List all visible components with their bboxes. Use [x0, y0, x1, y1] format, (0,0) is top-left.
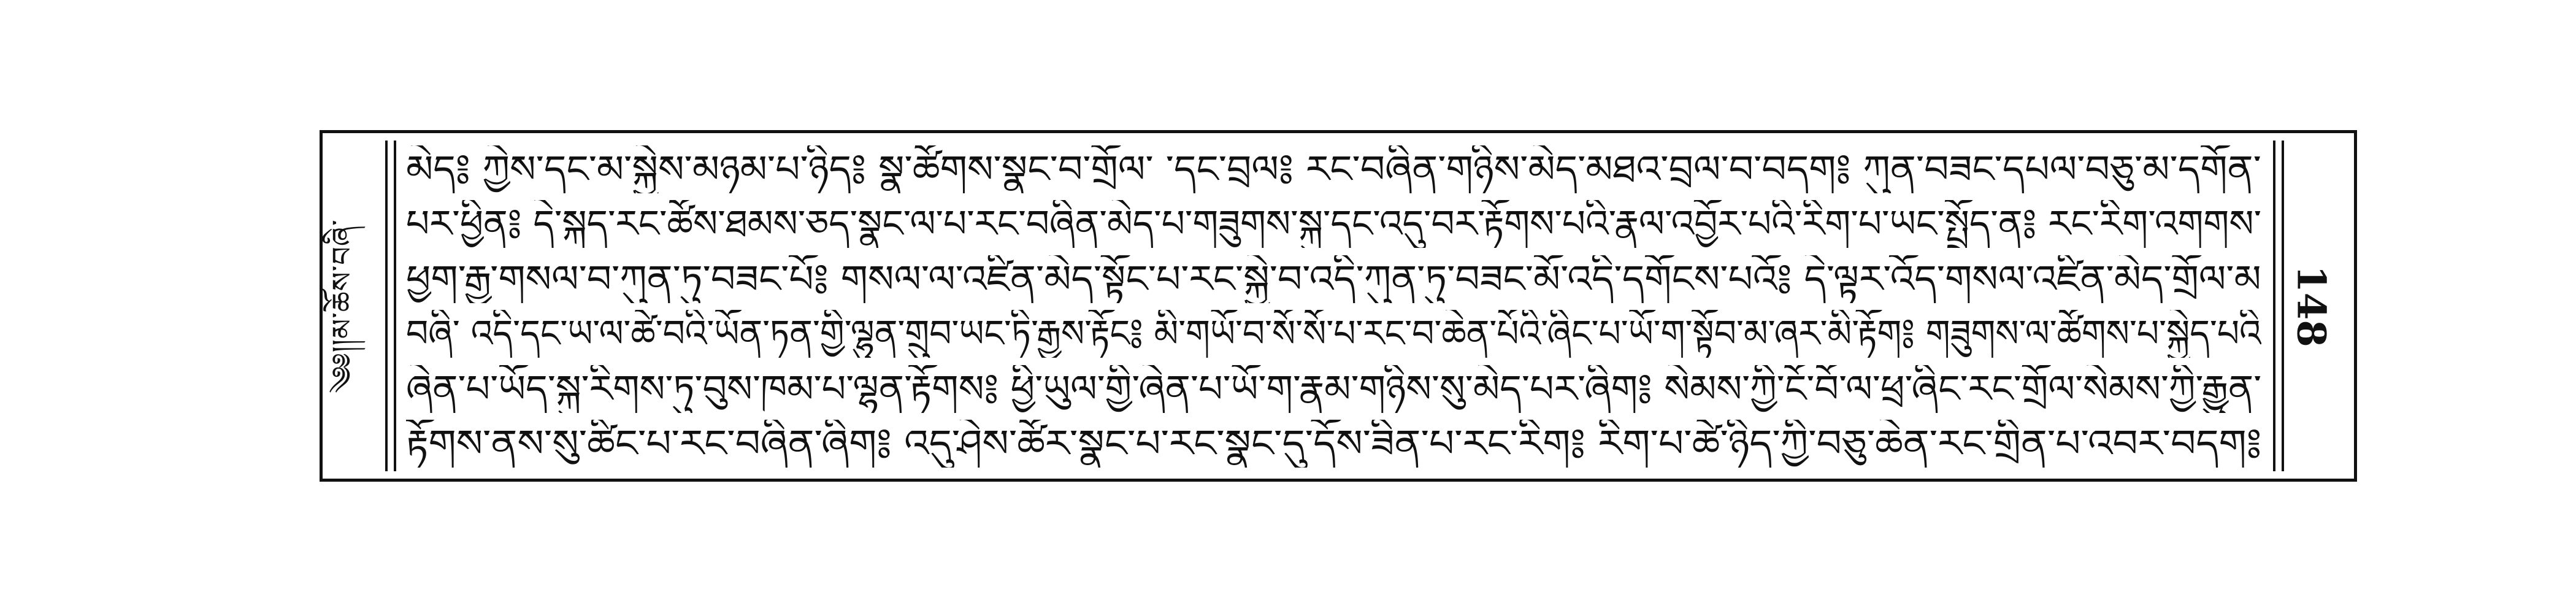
text-line-3: ཕྱག་རྒྱ་གསལ་བ་ཀུན་ཏུ་བཟང་པོ༔ གསལ་ལ་འཛིན་མེད་སྟོང་པ་རང་སྐྱེ་བ་འདི་ཀུན་ཏུ་བཟང་མོ་འདི་དགོངས་པའོ༔ དེ་ལྟར་འོད་གསལ་འཛིན་མེད་གྲོལ་མ — [406, 256, 2261, 301]
folio-frame — [320, 130, 2357, 482]
text-line-6: རྟོགས་ནས་སུ་ཚིང་པ་རང་བཞིན་ཞིག༔ འདུ་ཤེས་ཚོར་སྣང་པ་རང་སྣང་དུ་དོས་ཟིན་པ་རང་རིག༔ རིག་པ་ཚེ་ཉིད་ཀྱི་བཅུ་ཆེན་རང་གྲིན་པ་འབར་བདག༔ — [406, 420, 2261, 466]
folio-number: 148 — [2288, 264, 2334, 347]
left-margin-box — [325, 141, 396, 471]
text-line-4: བཞི་ འདི་དང་ཡ་ལ་ཚེ་བའི་ཡོན་ཏན་གྱི་ལྷུན་གྲུབ་ཡང་ཏི་རྒྱས་རྟོང༔ མི་གཡོ་བ་སོ་སོ་པ་རང་བ་ཆེན་པོའི་ཞིང་པ་ཡོ་ག་སྟོབ་མ་ཞར་མི་རྟོག༔ གཟུགས་ལ་ཚོགས་པ་སྐྱེད་པའི — [406, 311, 2261, 357]
text-line-1: མེད༔ ཀྱེས་དང་མ་སྐྱེས་མཉམ་པ་ཉིད༔ སྣ་ཚོགས་སྣང་བ་གྲོལ་ ་དང་བྲལ༔ རང་བཞིན་གཉིས་མེད་མཐའ་བྲལ་བ་བདག༔ ཀུན་བཟང་དཔལ་བཅུ་མ་དགོན་ — [406, 147, 2261, 191]
text-line — [406, 200, 2261, 248]
text-line — [406, 365, 2261, 413]
text-line — [406, 310, 2261, 358]
margin-title: ༄༅།།མ་ཆོས་བཞི་ — [325, 218, 359, 393]
text-line — [406, 255, 2261, 303]
tibetan-text-block — [406, 145, 2261, 468]
right-margin-box — [2273, 141, 2347, 471]
text-line — [406, 145, 2261, 193]
text-line-5: ཞེན་པ་ཡོད་སྐུ་རིགས་ཏུ་བུས་ཁམ་པ་ལྷན་རྟོགས༔ ཕྱི་ཡུལ་གྱི་ཞེན་པ་ཡོ་ག་རྣམ་གཉིས་སུ་མེད་པར་ཞིག༔ སེམས་ཀྱི་ངོ་བོ་ལ་ཕྲ་ཞིང་རང་གྲོལ་སེམས་ཀྱི་རྒྱུན་ — [406, 366, 2261, 411]
text-line-2: པར་ཕྱིན༔ དེ་སྐད་རང་ཚོས་ཐམས་ཅད་སྣང་ལ་པ་རང་བཞིན་མེད་པ་གཟུགས་སྐུ་དང་འདུ་བར་རྟོགས་པའི་རྣལ་འབྱོར་པའི་རིག་པ་ཡང་སྤྲོད་ན༔ རང་རིག་འགགས་ — [406, 201, 2261, 247]
right-margin-rule — [2282, 141, 2284, 471]
text-line — [406, 420, 2261, 468]
